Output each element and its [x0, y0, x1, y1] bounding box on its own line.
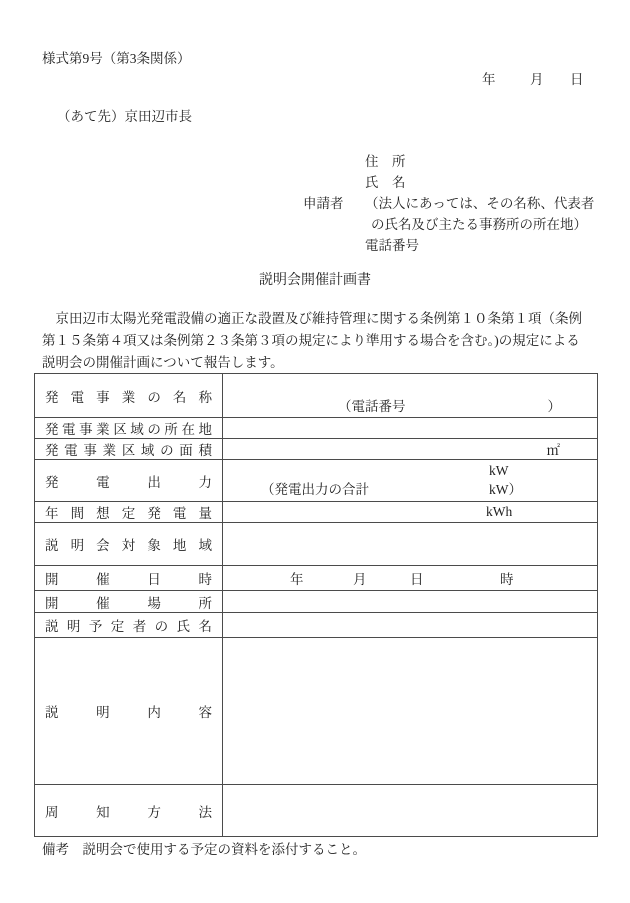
value-project-area-size	[223, 439, 598, 460]
remarks-note: 備考 説明会で使用する予定の資料を添付すること。	[42, 842, 366, 857]
value-power-output	[223, 460, 598, 502]
body-line-3: 説明会の開催計画について報告します。	[42, 355, 284, 370]
table-row-briefing-contents	[35, 638, 598, 785]
table-row-project-name	[35, 374, 598, 418]
value-briefing-contents	[223, 638, 598, 785]
value-notification-method	[223, 785, 598, 837]
output-unit: kW	[489, 463, 509, 478]
datetime-year-label: 年	[290, 572, 304, 587]
area-unit: ㎡	[546, 443, 560, 458]
body-line-1: 京田辺市太陽光発電設備の適正な設置及び維持管理に関する条例第１０条第１項（条例	[42, 311, 582, 326]
label-briefing-target-area: 説明会対象地域	[35, 523, 223, 566]
addressee: （あて先）京田辺市長	[57, 109, 192, 124]
label-notification-method: 周知方法	[35, 785, 223, 837]
form-number: 様式第9号（第3条関係）	[42, 51, 191, 66]
phone-number-prefix: （電話番号	[338, 399, 406, 414]
label-power-project-name: 発電事業の名称	[35, 374, 223, 418]
table-row-notification-method	[35, 785, 598, 837]
datetime-month-label: 月	[353, 572, 367, 587]
datetime-hour-label: 時	[500, 572, 514, 587]
label-power-output: 発電出力	[35, 460, 223, 502]
value-power-project-name	[223, 374, 598, 418]
label-event-venue: 開催場所	[35, 591, 223, 613]
label-project-area-size: 発電事業区域の面積	[35, 439, 223, 460]
datetime-day-label: 日	[410, 572, 424, 587]
table-row-presenter-name	[35, 613, 598, 638]
value-presenter-name	[223, 613, 598, 638]
table-row-event-datetime	[35, 566, 598, 591]
applicant-address-label: 住 所	[365, 154, 406, 169]
label-event-datetime: 開催日時	[35, 566, 223, 591]
value-project-area-location	[223, 418, 598, 439]
label-briefing-contents: 説明内容	[35, 638, 223, 785]
applicant-corporate-note-line2: の氏名及び主たる事務所の所在地）	[371, 217, 587, 232]
table-row-area-location	[35, 418, 598, 439]
date-month-label: 月	[530, 72, 544, 87]
table-row-area-size	[35, 439, 598, 460]
output-total-unit: kW）	[489, 482, 522, 497]
plan-table	[34, 373, 598, 837]
label-annual-expected-generation: 年間想定発電量	[35, 502, 223, 523]
applicant-phone-label: 電話番号	[365, 238, 419, 253]
table-row-power-output	[35, 460, 598, 502]
value-briefing-target-area	[223, 523, 598, 566]
table-row-event-venue	[35, 591, 598, 613]
table-row-target-area	[35, 523, 598, 566]
applicant-corporate-note-line1: （法人にあっては、その名称、代表者	[365, 196, 595, 211]
date-year-label: 年	[482, 72, 496, 87]
label-project-area-location: 発電事業区域の所在地	[35, 418, 223, 439]
value-annual-expected-generation	[223, 502, 598, 523]
document-title: 説明会開催計画書	[259, 273, 371, 288]
body-paragraph	[42, 308, 588, 374]
phone-number-close-paren: ）	[547, 399, 561, 414]
label-presenter-name: 説明予定者の氏名	[35, 613, 223, 638]
table-row-annual-generation	[35, 502, 598, 523]
value-event-venue	[223, 591, 598, 613]
output-total-prefix: （発電出力の合計	[261, 482, 369, 497]
value-event-datetime	[223, 566, 598, 591]
applicant-label: 申請者	[303, 196, 344, 211]
date-day-label: 日	[570, 72, 584, 87]
generation-unit: kWh	[486, 504, 513, 519]
applicant-name-label: 氏 名	[365, 175, 406, 190]
body-line-2: 第１５条第４項又は条例第２３条第３項の規定により準用する場合を含む。)の規定による	[42, 333, 580, 348]
